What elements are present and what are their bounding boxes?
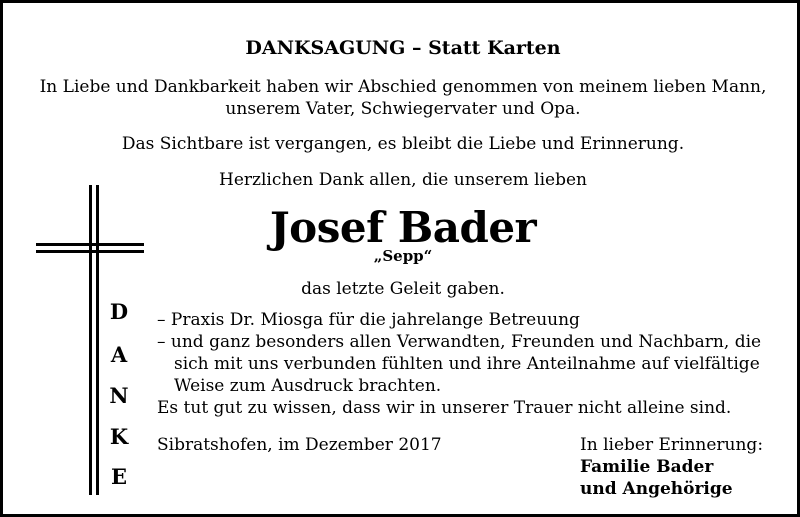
deceased-nickname: „Sepp“	[373, 247, 433, 265]
signature-intro: In lieber Erinnerung:	[580, 435, 764, 455]
thanks-item-2-cont-1: sich mit uns verbunden fühlten und ihre Anteilnahme auf vielfältige	[174, 354, 760, 374]
heading: DANKSAGUNG – Statt Karten	[245, 37, 561, 59]
place-date: Sibratshofen, im Dezember 2017	[157, 435, 442, 455]
thanks-item-2: – und ganz besonders allen Verwandten, Freunden und Nachbarn, die	[157, 332, 762, 352]
cross-horizontal-bar-bottom	[36, 250, 144, 253]
signature-relatives: und Angehörige	[580, 479, 733, 499]
danke-letter-n: N	[107, 383, 131, 409]
intro-line-2: unserem Vater, Schwiegervater und Opa.	[225, 99, 581, 119]
deceased-name: Josef Bader	[269, 203, 537, 252]
danke-letter-d: D	[107, 299, 131, 325]
danke-letter-a: A	[107, 342, 131, 368]
intro-line-1: In Liebe und Dankbarkeit haben wir Abschied genommen von meinem lieben Mann,	[39, 77, 767, 97]
signature-family: Familie Bader	[580, 457, 714, 477]
memorial-quote: Das Sichtbare ist vergangen, es bleibt die Liebe und Erinnerung.	[121, 134, 685, 154]
thanks-item-2-cont-2: Weise zum Ausdruck brachten.	[174, 376, 442, 396]
thanks-item-1: – Praxis Dr. Miosga für die jahrelange Betreuung	[157, 310, 580, 330]
closing-sentence: Es tut gut zu wissen, dass wir in unserer Trauer nicht alleine sind.	[157, 398, 732, 418]
cross-vertical-bar-right	[96, 185, 99, 495]
cross-horizontal-bar-top	[36, 243, 144, 246]
danke-letter-e: E	[107, 464, 131, 490]
danke-letter-k: K	[107, 424, 131, 450]
cross-vertical-bar-left	[89, 185, 92, 495]
thanks-intro: Herzlichen Dank allen, die unserem lieben	[219, 170, 587, 190]
after-name-text: das letzte Geleit gaben.	[301, 279, 505, 299]
